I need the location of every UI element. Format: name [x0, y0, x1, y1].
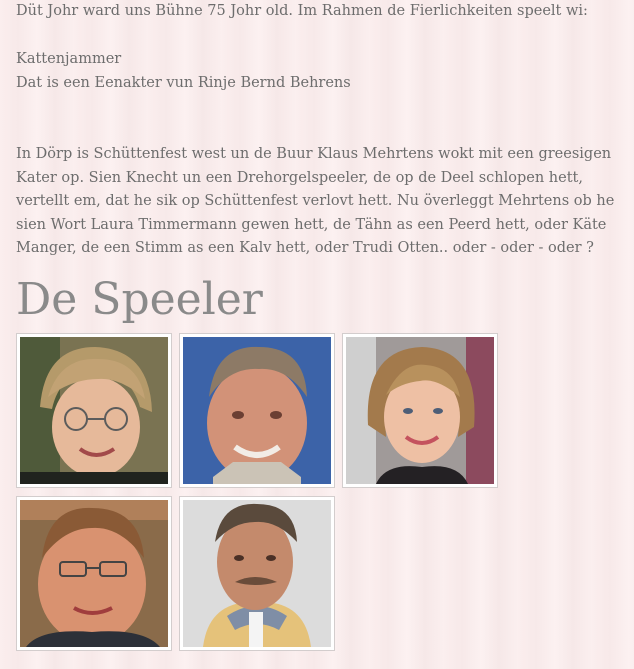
cast-photo-5[interactable]	[179, 496, 335, 651]
portrait-man-moustache-icon	[183, 500, 331, 647]
cast-photo-2[interactable]	[179, 333, 335, 488]
cast-heading: De Speeler	[16, 274, 263, 325]
cast-photo-1[interactable]	[16, 333, 172, 488]
portrait-woman-glasses-icon	[20, 337, 168, 484]
portrait-man-glasses-icon	[20, 500, 168, 647]
portrait-woman-smiling-icon	[346, 337, 494, 484]
portrait-man-blue-background-icon	[183, 337, 331, 484]
play-info	[16, 48, 351, 95]
cast-photo-3[interactable]	[342, 333, 498, 488]
intro-text: Düt Johr ward uns Bühne 75 Johr old. Im Rahmen de Fierlichkeiten speelt wi:	[16, 3, 588, 19]
cast-photo-4[interactable]	[16, 496, 172, 651]
story-text: In Dörp is Schüttenfest west un de Buur Klaus Mehrtens wokt mit een greesigen Kater op. Sien Knecht un een Drehorgelspeeler, de op de Deel schlopen hett, vertellt em, dat he sik op Schüttenfest verlovt hett. Nu överleggt Mehrtens ob he sien Wort Laura Timmermann gewen hett, de Tähn as een Peerd hett, oder Käte Manger, de een Stimm as een Kalv hett, oder Trudi Otten.. oder - oder - oder ?	[16, 146, 615, 256]
play-subtitle: Dat is een Eenakter vun Rinje Bernd Behrens	[16, 74, 351, 91]
play-title: Kattenjammer	[16, 51, 122, 67]
